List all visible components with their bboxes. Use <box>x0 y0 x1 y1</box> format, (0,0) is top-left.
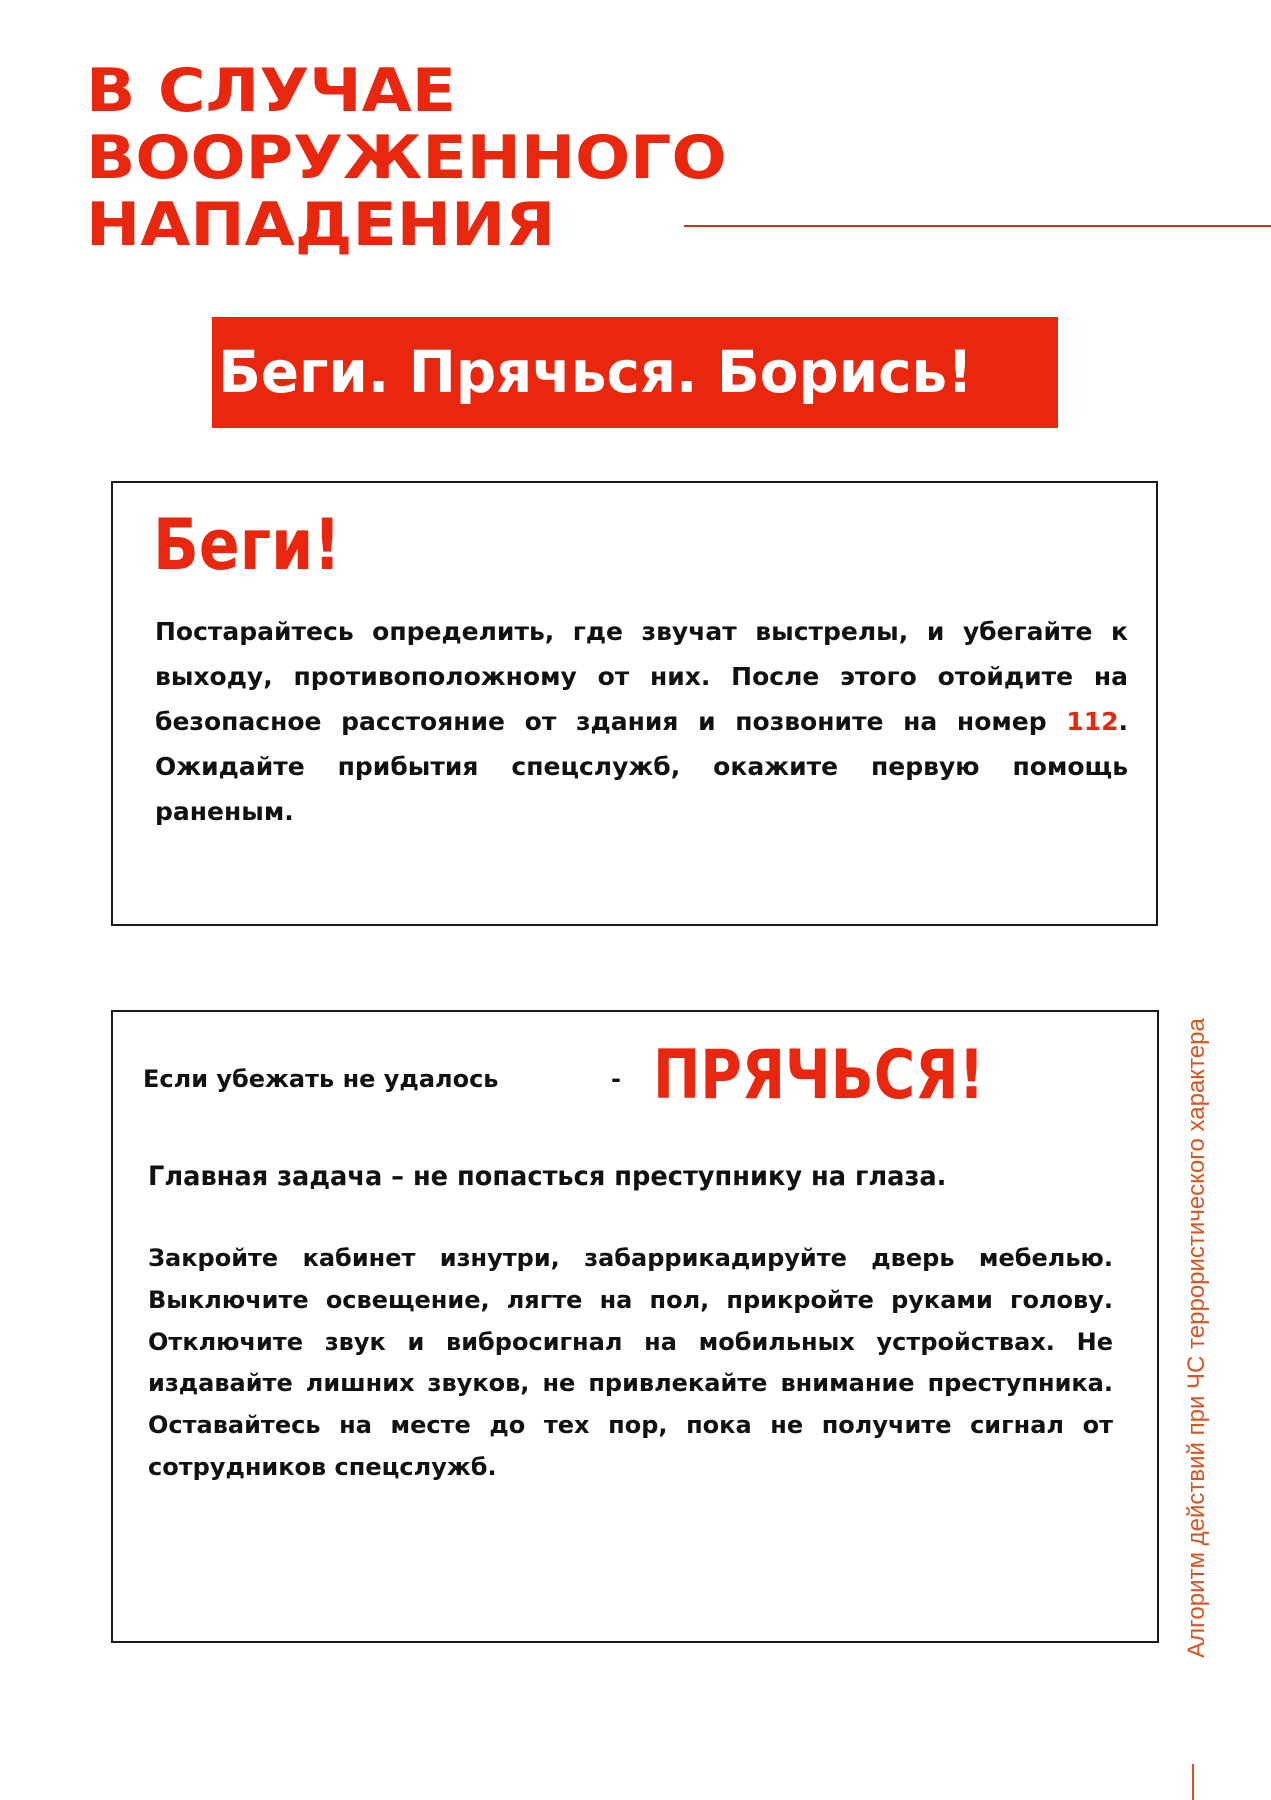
hide-instructions: Закройте кабинет изнутри, забаррикадируйте дверь мебелью. Выключите освещение, лягте на пол, прикройте руками голову. Отключите звук и вибросигнал на мобильных устройствах. Не издавайте лишних звуков, не привлекайте внимание преступника. Оставайтесь на месте до тех пор, пока не получите сигнал от сотрудников спецслужб. <box>148 1244 1113 1481</box>
hide-lead-text: Если убежать не удалось <box>143 1065 499 1093</box>
title-divider <box>684 225 1271 227</box>
title-line-2: ВООРУЖЕННОГО <box>86 123 727 193</box>
title-line-3: НАПАДЕНИЯ <box>86 190 556 260</box>
side-caption: Алгоритм действий при ЧС террористического характера <box>1183 1018 1210 1658</box>
run-text-part-2: . Ожидайте прибытия спецслужб, окажите первую помощь раненым. <box>155 707 1128 826</box>
run-heading: Беги! <box>153 504 341 586</box>
slogan-banner <box>212 317 1058 428</box>
hide-heading: ПРЯЧЬСЯ! <box>653 1036 985 1115</box>
side-caption-line <box>1192 1764 1194 1800</box>
slogan-text: Беги. Прячься. Борись! <box>218 338 973 406</box>
title-line-1: В СЛУЧАЕ <box>86 56 457 126</box>
run-text-part-1: Постарайтесь определить, где звучат выстрелы, и убегайте к выходу, противоположному от них. После этого отойдите на безопасное расстояние от здания и позвоните на номер <box>155 617 1128 736</box>
emergency-number: 112 <box>1066 707 1119 736</box>
hide-dash: - <box>611 1065 621 1093</box>
hide-main-task: Главная задача – не попасться преступнику на глаза. <box>148 1161 947 1192</box>
run-instructions <box>155 609 1128 834</box>
page-title <box>86 58 727 259</box>
